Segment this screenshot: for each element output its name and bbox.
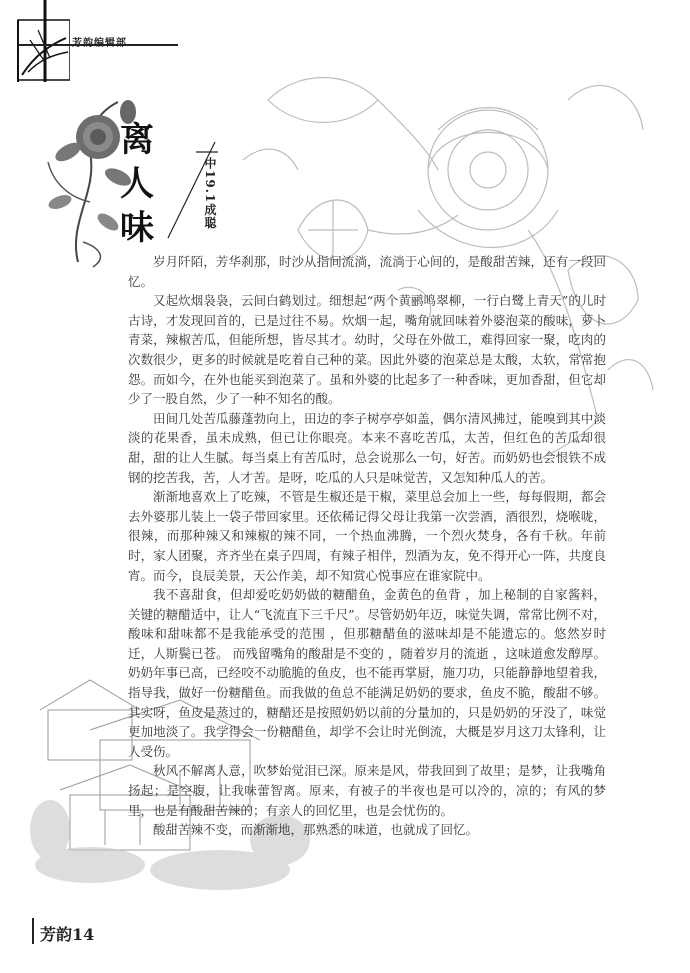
paragraph: 田间几处苦瓜藤蓬勃向上，田边的李子树亭亭如盖，偶尔清风拂过，能嗅到其中淡淡的花果香，虽未成熟，但已让你眼亮。本来不喜吃苦瓜，太苦，但红色的苦瓜却很甜，甜的让人生腻。每当桌上有苦瓜时，总会说那么一句，好苦。而奶奶也会恨铁不成钢的挖苦我，苦，人才苦。是呀，吃瓜的人只是味觉苦，又怎知种瓜人的苦。 <box>128 410 606 485</box>
paragraph: 又起炊烟袅袅，云间白鹤划过。细想起“两个黄鹂鸣翠柳，一行白鹭上青天”的儿时古诗，才发现回首的，已是过往不易。炊烟一起，嘴角就回味着外婆泡菜的酸味，萝卜青菜，辣椒苦瓜，但能所想，皆尽其才。幼时，父母在外做工，难得回家一聚，吃肉的次数很少，更多的时候就是吃着自己种的菜。因此外婆的泡菜总是太酸，太软，常常抱怨。而如今，在外也能买到泡菜了。虽和外婆的比起多了一种香味，更加香甜，但它却少了一股自然，少了一种不知名的酸。 <box>128 293 606 407</box>
paragraph: 我不喜甜食，但却爱吃奶奶做的糖醋鱼，金黄色的鱼背 ，加上秘制的自家酱料，关键的糖醋适中，让人“飞流直下三千尺”。尽管奶奶年迈，味觉失调，常常比例不对，酸味和甜味都不是我能承受的范围 ，但那糖醋鱼的滋味却是不能遗忘的。悠然岁时迁，人斯鬓已苍。 而残留嘴角的酸甜是不变的 ，随着岁月的流逝 ，这味道愈发醇厚。奶奶年事已高，已经咬不动脆脆的鱼皮，也不能再掌厨，施刀功，只能静静地望着我，指导我，做好一份糖醋鱼。而我做的鱼总不能满足奶奶的要求，鱼皮不脆，酸甜不够。其实呀，鱼皮是蒸过的，糖醋还是按照奶奶以前的分量加的，只是奶奶的牙没了，味觉更加地淡了。我学得会一份糖醋鱼，却学不会让时光倒流，大概是岁月这刀太锋利，让人受伤。 <box>128 587 606 759</box>
paragraph: 秋风不解离人意，吹梦始觉泪已深。原来是风，带我回到了故里；是梦，让我嘴角扬起；是空腹，让我味蕾智离。原来，有被子的半夜也是可以冷的，凉的；有风的梦里，也是有酸甜苦辣的；有亲人的回忆里，也是会忧伤的。 <box>128 763 606 818</box>
page-footer-label: 芳韵14 <box>40 925 95 944</box>
author-byline: 中19.1成聪 <box>203 157 217 230</box>
title-char: 人 <box>120 164 154 204</box>
paragraph: 渐渐地喜欢上了吃辣，不管是生椒还是干椒，菜里总会加上一些，每每假期，都会去外婆那儿装上一袋子带回家里。还依稀记得父母让我第一次尝酒，酒很烈，烧喉咙，很辣，而那种辣又和辣椒的辣不同，一个热血沸腾，一个烈火焚身，各有千秋。年前时，家人团聚，齐齐坐在桌子四周，有辣子相伴，烈酒为友，免不得开心一阵，共度良宵。而今，良辰美景，天公作美，却不知赏心悦事应在谁家院中。 <box>128 489 606 583</box>
title-char: 离 <box>120 120 154 160</box>
title-char: 味 <box>120 208 154 248</box>
header-label: 芳韵编辑部 <box>72 38 127 49</box>
footer-rule <box>32 918 34 944</box>
paragraph: 岁月阡陌，芳华刹那，时沙从指间流淌，流淌于心间的，是酸甜苦辣，还有一段回忆。 <box>128 254 606 289</box>
header-frame-icon <box>0 0 70 82</box>
paragraph: 酸甜苦辣不变，而渐渐地，那熟悉的味道，也就成了回忆。 <box>153 822 479 838</box>
article-body <box>128 252 606 840</box>
